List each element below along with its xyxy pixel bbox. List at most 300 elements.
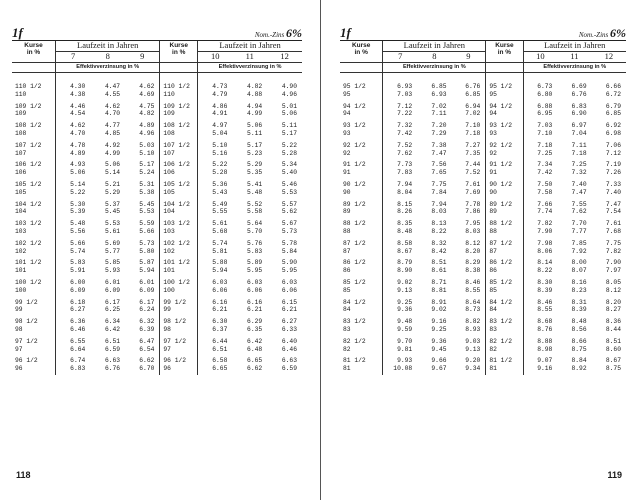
yield-cell: 5.01 5.06 — [281, 102, 297, 118]
table-row — [12, 257, 302, 277]
yield-cell: 5.69 5.77 — [104, 239, 121, 255]
yield-cell: 6.44 6.51 — [212, 337, 228, 353]
yield-cell: 7.52 7.62 — [397, 141, 413, 157]
kurs-cell: 99 1/2 99 — [12, 297, 56, 317]
kurs-cell: 102 1/2 102 — [12, 238, 56, 258]
yield-cell: 6.73 6.80 — [537, 83, 553, 98]
yield-cell: 5.34 5.40 — [281, 161, 297, 177]
yield-cell: 8.68 8.76 — [537, 318, 553, 333]
yield-cell: 8.71 8.81 — [431, 278, 447, 294]
kurs-cell: 96 1/2 96 — [160, 355, 198, 375]
kurs-cell: 93 1/2 93 — [340, 120, 383, 140]
table-row — [12, 238, 302, 258]
year-header: 12 — [280, 51, 289, 62]
kurs-cell: 91 1/2 91 — [486, 159, 523, 179]
yield-cell: 6.97 7.04 — [571, 122, 587, 137]
yield-cell: 5.22 5.28 — [212, 161, 228, 177]
yield-cell: 6.83 6.90 — [571, 102, 587, 118]
yield-cell: 6.16 6.21 — [247, 298, 263, 314]
yield-cell: 6.85 6.93 — [431, 83, 447, 98]
yield-cell: 5.46 5.53 — [281, 180, 297, 196]
yield-cell: 8.58 8.67 — [397, 239, 413, 255]
header-kurse-2: Kurse in % — [160, 41, 198, 63]
yield-cell: 8.88 8.98 — [537, 337, 553, 353]
kurs-cell: 103 1/2 103 — [160, 218, 198, 238]
year-header: 7 — [398, 51, 403, 62]
yield-cell: 9.36 9.45 — [431, 337, 447, 353]
nominal-rate-value: 6% — [610, 26, 626, 40]
yield-cell: 8.51 8.60 — [605, 337, 621, 353]
header-effektiv-a: Effektivverzinsung in % — [56, 63, 160, 73]
kurs-cell: 97 1/2 97 — [160, 336, 198, 356]
kurs-cell: 83 1/2 83 — [486, 316, 523, 336]
yield-cell: 6.17 6.24 — [125, 297, 160, 317]
kurs-cell: 86 1/2 86 — [340, 257, 383, 277]
yield-cell: 7.55 7.62 — [571, 200, 587, 216]
yield-cell: 4.92 4.99 — [104, 141, 121, 157]
yield-cell: 4.90 4.96 — [281, 83, 297, 98]
yield-cell: 6.03 6.06 — [247, 278, 263, 294]
yield-cell: 7.10 7.18 — [452, 120, 486, 140]
yield-cell: 6.29 6.35 — [247, 318, 263, 333]
table-row — [12, 101, 302, 121]
nominal-rate-label: Nom.-Zins — [578, 31, 609, 39]
header-effektiv-b: Effektivverzinsung in % — [198, 63, 302, 73]
yield-cell: 7.19 7.26 — [605, 161, 621, 177]
table-row — [340, 179, 626, 199]
yield-cell: 7.44 7.52 — [452, 159, 486, 179]
kurs-cell: 84 1/2 84 — [486, 297, 523, 317]
table-id: 1f — [340, 25, 351, 40]
yield-cell: 5.14 5.22 — [70, 180, 86, 196]
yield-cell: 8.29 8.38 — [452, 257, 486, 277]
table-row — [12, 355, 302, 375]
header-laufzeit-b: Laufzeit in Jahren — [523, 41, 626, 52]
yield-cell: 5.29 5.35 — [247, 161, 263, 177]
year-header: 9 — [125, 52, 160, 63]
yield-cell: 8.16 8.23 — [571, 278, 587, 294]
kurs-cell: 87 1/2 87 — [486, 238, 523, 258]
kurs-cell: 90 1/2 90 — [486, 179, 523, 199]
yield-cell: 6.16 6.21 — [212, 298, 228, 314]
yield-cell: 6.94 7.02 — [452, 101, 486, 121]
page-number: 118 — [16, 470, 31, 480]
kurs-cell: 97 1/2 97 — [12, 336, 56, 356]
yield-cell: 6.88 6.95 — [537, 102, 553, 118]
year-header: 7 — [71, 51, 76, 62]
yield-cell: 8.14 8.22 — [537, 259, 553, 275]
yield-cell: 5.49 5.55 — [212, 200, 228, 216]
yield-cell: 6.01 6.09 — [125, 277, 160, 297]
header-laufzeit-a: Laufzeit in Jahren — [56, 41, 160, 52]
yield-cell: 5.53 5.61 — [104, 220, 121, 235]
yield-cell: 8.48 8.56 — [571, 318, 587, 333]
yield-cell: 4.46 4.54 — [70, 102, 86, 118]
yield-cell: 6.79 6.85 — [605, 102, 621, 118]
yield-cell: 7.20 7.29 — [431, 122, 447, 137]
yield-cell: 6.17 6.25 — [104, 298, 121, 314]
year-header: 11 — [245, 51, 254, 62]
yield-cell: 9.07 9.16 — [537, 357, 553, 373]
yield-cell: 8.35 8.48 — [397, 220, 413, 235]
yield-cell: 6.01 6.09 — [104, 278, 121, 294]
yield-cell: 8.91 9.02 — [431, 298, 447, 314]
kurs-cell: 81 1/2 81 — [486, 355, 523, 375]
yield-cell: 5.37 5.45 — [104, 200, 121, 216]
kurs-cell: 106 1/2 106 — [12, 159, 56, 179]
yield-cell: 6.66 6.72 — [605, 83, 621, 98]
yield-cell: 5.10 5.16 — [212, 141, 228, 157]
yield-cell: 6.40 6.46 — [281, 337, 297, 353]
yield-cell: 7.90 7.97 — [605, 259, 621, 275]
yield-cell: 6.30 6.37 — [212, 318, 228, 333]
yield-cell: 9.70 9.81 — [397, 337, 413, 353]
yield-cell: 8.13 8.22 — [431, 220, 447, 235]
yield-cell: 7.47 7.54 — [605, 200, 621, 216]
table-row — [340, 159, 626, 179]
kurs-cell: 104 1/2 104 — [12, 199, 56, 219]
kurs-cell: 83 1/2 83 — [340, 316, 383, 336]
yield-cell: 9.93 10.08 — [393, 357, 413, 373]
yield-cell: 8.12 8.20 — [452, 238, 486, 258]
yield-cell: 7.70 7.77 — [571, 220, 587, 235]
kurs-cell: 85 1/2 85 — [486, 277, 523, 297]
kurs-cell: 105 1/2 105 — [160, 179, 198, 199]
table-row — [12, 297, 302, 317]
yield-cell: 7.06 7.12 — [605, 141, 621, 157]
yield-cell: 5.90 5.95 — [281, 259, 297, 275]
yield-cell: 5.59 5.66 — [125, 218, 160, 238]
header-laufzeit-a: Laufzeit in Jahren — [383, 41, 486, 52]
yield-cell: 4.75 4.82 — [125, 101, 160, 121]
yield-cell: 6.63 6.59 — [281, 357, 297, 373]
yield-cell: 6.93 7.03 — [397, 83, 413, 98]
yield-cell: 7.82 7.90 — [537, 220, 553, 235]
yield-cell: 9.48 9.59 — [397, 318, 413, 333]
yield-cell: 8.30 8.39 — [537, 278, 553, 294]
yield-cell: 6.92 6.98 — [605, 122, 621, 137]
yield-cell: 5.57 5.62 — [281, 200, 297, 216]
kurs-cell: 95 1/2 95 — [486, 81, 523, 101]
header-laufzeit-b: Laufzeit in Jahren — [198, 41, 302, 52]
yield-cell: 8.15 8.26 — [397, 200, 413, 216]
table-row — [340, 81, 626, 101]
table-row — [12, 316, 302, 336]
yield-cell: 5.87 5.94 — [125, 257, 160, 277]
yield-cell: 5.61 5.68 — [212, 220, 228, 235]
yield-cell: 5.31 5.38 — [125, 179, 160, 199]
yield-cell: 5.74 5.81 — [212, 239, 228, 255]
yield-table — [12, 41, 302, 375]
header-kurse: Kurse in % — [12, 41, 56, 63]
table-row — [12, 336, 302, 356]
yield-cell: 7.73 7.83 — [397, 161, 413, 177]
yield-cell: 7.27 7.35 — [452, 140, 486, 160]
yield-cell: 5.48 5.56 — [70, 220, 86, 235]
kurs-cell: 90 1/2 90 — [340, 179, 383, 199]
yield-cell: 7.75 7.84 — [431, 180, 447, 196]
yield-cell: 7.02 7.11 — [431, 102, 447, 118]
kurs-cell: 86 1/2 86 — [486, 257, 523, 277]
page-right — [340, 0, 626, 500]
yield-cell: 6.15 6.21 — [281, 298, 297, 314]
table-row — [340, 120, 626, 140]
table-row — [12, 159, 302, 179]
yield-cell: 7.66 7.74 — [537, 200, 553, 216]
yield-cell: 8.20 8.27 — [605, 298, 621, 314]
kurs-cell: 109 1/2 109 — [12, 101, 56, 121]
yield-cell: 5.85 5.93 — [104, 259, 121, 275]
kurs-cell: 87 1/2 87 — [340, 238, 383, 258]
yield-cell: 5.22 5.28 — [281, 141, 297, 157]
yield-cell: 5.17 5.23 — [247, 141, 263, 157]
kurs-cell: 85 1/2 85 — [340, 277, 383, 297]
yield-cell: 7.94 8.03 — [431, 200, 447, 216]
yield-cell: 6.55 6.64 — [70, 337, 86, 353]
yield-cell: 4.89 4.96 — [125, 120, 160, 140]
kurs-cell: 82 1/2 82 — [486, 336, 523, 356]
table-row — [340, 355, 626, 375]
table-row — [12, 218, 302, 238]
yield-cell: 5.52 5.58 — [247, 200, 263, 216]
yield-cell: 8.31 8.39 — [571, 298, 587, 314]
yield-cell: 8.46 8.55 — [452, 277, 486, 297]
yield-cell: 8.84 8.92 — [571, 357, 587, 373]
yield-cell: 7.78 7.86 — [452, 199, 486, 219]
yield-cell: 7.98 8.06 — [537, 239, 553, 255]
yield-cell: 5.41 5.48 — [247, 180, 263, 196]
yield-cell: 4.30 4.38 — [70, 83, 86, 98]
yield-cell: 7.33 7.40 — [605, 180, 621, 196]
yield-cell: 4.73 4.79 — [212, 83, 228, 98]
table-row — [12, 179, 302, 199]
table-id: 1f — [12, 25, 23, 40]
yield-cell: 4.82 4.88 — [247, 83, 263, 98]
yield-cell: 5.06 5.14 — [104, 161, 121, 177]
yield-cell: 9.66 9.67 — [431, 357, 447, 373]
book-spine — [320, 0, 321, 500]
yield-cell: 5.06 5.11 — [247, 122, 263, 137]
kurs-cell: 107 1/2 107 — [12, 140, 56, 160]
yield-cell: 4.77 4.85 — [104, 122, 121, 137]
yield-cell: 4.86 4.91 — [212, 102, 228, 118]
nominal-rate — [255, 26, 302, 41]
yield-cell: 6.36 6.46 — [70, 318, 86, 333]
table-row — [340, 297, 626, 317]
table-row — [340, 218, 626, 238]
kurs-cell: 94 1/2 94 — [340, 101, 383, 121]
table-row — [340, 257, 626, 277]
kurs-cell: 100 1/2 100 — [160, 277, 198, 297]
table-row — [12, 140, 302, 160]
kurs-cell: 101 1/2 101 — [160, 257, 198, 277]
yield-cell: 4.62 4.70 — [70, 122, 86, 137]
yield-cell: 6.18 6.27 — [70, 298, 86, 314]
yield-cell: 4.97 5.04 — [212, 122, 228, 137]
nominal-rate — [579, 26, 626, 41]
kurs-cell: 82 1/2 82 — [340, 336, 383, 356]
yield-cell: 5.21 5.29 — [104, 180, 121, 196]
yield-cell: 8.32 8.42 — [431, 239, 447, 255]
yield-cell: 7.40 7.47 — [571, 180, 587, 196]
table-row — [12, 277, 302, 297]
yield-cell: 8.00 8.07 — [571, 259, 587, 275]
nominal-rate-value: 6% — [286, 26, 302, 40]
yield-cell: 4.94 4.99 — [247, 102, 263, 118]
kurs-cell: 98 1/2 98 — [12, 316, 56, 336]
yield-cell: 5.17 5.24 — [125, 159, 160, 179]
kurs-cell: 88 1/2 88 — [486, 218, 523, 238]
yield-cell: 7.50 7.58 — [537, 180, 553, 196]
nominal-rate-label: Nom.-Zins — [254, 31, 285, 39]
yield-cell: 6.76 6.85 — [452, 81, 486, 101]
yield-cell: 5.45 5.53 — [125, 199, 160, 219]
page-left — [12, 0, 302, 500]
year-header: 10 — [210, 51, 220, 62]
yield-table — [340, 41, 626, 375]
table-row — [340, 277, 626, 297]
year-header: 12 — [604, 51, 614, 62]
header-effektiv-b: Effektivverzinsung in % — [523, 63, 626, 73]
yield-cell: 5.64 5.70 — [247, 220, 263, 235]
page-number: 119 — [607, 470, 622, 480]
yield-cell: 8.64 8.73 — [452, 297, 486, 317]
kurs-cell: 109 1/2 109 — [160, 101, 198, 121]
yield-cell: 5.03 5.10 — [125, 140, 160, 160]
year-header: 10 — [536, 51, 545, 62]
yield-cell: 6.74 6.83 — [70, 357, 86, 373]
kurs-cell: 108 1/2 108 — [12, 120, 56, 140]
yield-cell: 9.16 9.25 — [431, 318, 447, 333]
header-kurse-2: Kurse in % — [486, 41, 523, 63]
kurs-cell: 89 1/2 89 — [486, 199, 523, 219]
kurs-cell: 95 1/2 95 — [340, 81, 383, 101]
year-header: 9 — [452, 52, 486, 63]
yield-cell: 5.36 5.43 — [212, 180, 228, 196]
yield-cell: 6.27 6.33 — [281, 318, 297, 333]
yield-cell: 9.20 9.34 — [452, 355, 486, 375]
header-effektiv-a: Effektivverzinsung in % — [383, 63, 486, 73]
kurs-cell: 103 1/2 103 — [12, 218, 56, 238]
yield-cell: 5.73 5.80 — [125, 238, 160, 258]
yield-cell: 6.51 6.59 — [104, 337, 121, 353]
kurs-cell: 105 1/2 105 — [12, 179, 56, 199]
kurs-cell: 92 1/2 92 — [486, 140, 523, 160]
yield-cell: 9.25 9.36 — [397, 298, 413, 314]
yield-cell: 6.03 6.06 — [212, 278, 228, 294]
yield-cell: 6.34 6.42 — [104, 318, 121, 333]
yield-cell: 6.65 6.62 — [247, 357, 263, 373]
yield-cell: 7.56 7.65 — [431, 161, 447, 177]
yield-cell: 8.36 8.44 — [605, 318, 621, 333]
kurs-cell: 99 1/2 99 — [160, 297, 198, 317]
kurs-cell: 91 1/2 91 — [340, 159, 383, 179]
yield-cell: 8.46 8.55 — [537, 298, 553, 314]
header-kurse: Kurse in % — [340, 41, 383, 63]
year-header: 8 — [105, 51, 110, 62]
kurs-cell: 106 1/2 106 — [160, 159, 198, 179]
yield-cell: 7.61 7.68 — [605, 220, 621, 235]
yield-cell: 5.78 5.84 — [281, 239, 297, 255]
yield-cell: 6.58 6.65 — [212, 357, 228, 373]
yield-cell: 4.62 4.69 — [125, 81, 160, 101]
yield-cell: 5.67 5.73 — [281, 220, 297, 235]
table-row — [340, 199, 626, 219]
table-row — [12, 120, 302, 140]
yield-cell: 7.32 7.42 — [397, 122, 413, 137]
yield-cell: 8.51 8.61 — [431, 259, 447, 275]
yield-cell: 6.62 6.70 — [125, 355, 160, 375]
yield-cell: 7.85 7.92 — [571, 239, 587, 255]
yield-cell: 6.03 6.06 — [281, 278, 297, 294]
yield-cell: 8.05 8.12 — [605, 278, 621, 294]
kurs-cell: 101 1/2 101 — [12, 257, 56, 277]
yield-cell: 7.11 7.18 — [571, 141, 587, 157]
kurs-cell: 98 1/2 98 — [160, 316, 198, 336]
yield-cell: 5.66 5.74 — [70, 239, 86, 255]
table-row — [12, 199, 302, 219]
yield-cell: 8.82 8.93 — [452, 316, 486, 336]
kurs-cell: 110 1/2 110 — [160, 81, 198, 101]
table-row — [340, 101, 626, 121]
kurs-cell: 93 1/2 93 — [486, 120, 523, 140]
kurs-cell: 96 1/2 96 — [12, 355, 56, 375]
yield-cell: 7.95 8.03 — [452, 218, 486, 238]
yield-cell: 6.47 6.54 — [125, 336, 160, 356]
table-row — [12, 81, 302, 101]
year-header: 8 — [432, 51, 437, 62]
yield-cell: 6.69 6.76 — [571, 83, 587, 98]
yield-cell: 6.42 6.48 — [247, 337, 263, 353]
yield-cell: 5.83 5.91 — [70, 259, 86, 275]
kurs-cell: 81 1/2 81 — [340, 355, 383, 375]
kurs-cell: 100 1/2 100 — [12, 277, 56, 297]
yield-cell: 4.78 4.89 — [70, 141, 86, 157]
kurs-cell: 89 1/2 89 — [340, 199, 383, 219]
yield-cell: 7.61 7.69 — [452, 179, 486, 199]
yield-cell: 4.47 4.55 — [104, 83, 121, 98]
kurs-cell: 88 1/2 88 — [340, 218, 383, 238]
yield-cell: 7.34 7.42 — [537, 161, 553, 177]
yield-cell: 8.66 8.75 — [571, 337, 587, 353]
yield-cell: 4.93 5.06 — [70, 161, 86, 177]
yield-cell: 9.03 9.13 — [452, 336, 486, 356]
yield-cell: 7.75 7.82 — [605, 239, 621, 255]
yield-cell: 7.38 7.47 — [431, 141, 447, 157]
kurs-cell: 110 1/2 110 — [12, 81, 56, 101]
table-row — [340, 336, 626, 356]
yield-cell: 4.62 4.70 — [104, 102, 121, 118]
yield-cell: 7.94 8.04 — [397, 180, 413, 196]
yield-cell: 9.02 9.13 — [397, 278, 413, 294]
yield-cell: 6.32 6.39 — [125, 316, 160, 336]
yield-cell: 5.88 5.94 — [212, 259, 228, 275]
table-row — [340, 316, 626, 336]
table-row — [340, 140, 626, 160]
year-header: 11 — [570, 51, 579, 62]
yield-cell: 8.79 8.90 — [397, 259, 413, 275]
yield-cell: 7.18 7.25 — [537, 141, 553, 157]
yield-cell: 8.67 8.75 — [605, 357, 621, 373]
yield-cell: 7.03 7.10 — [537, 122, 553, 137]
kurs-cell: 104 1/2 104 — [160, 199, 198, 219]
yield-cell: 5.11 5.17 — [281, 122, 297, 137]
yield-cell: 6.00 6.09 — [70, 278, 86, 294]
kurs-cell: 102 1/2 102 — [160, 238, 198, 258]
kurs-cell: 94 1/2 94 — [486, 101, 523, 121]
yield-cell: 6.63 6.76 — [104, 357, 121, 373]
page-header — [340, 26, 626, 41]
